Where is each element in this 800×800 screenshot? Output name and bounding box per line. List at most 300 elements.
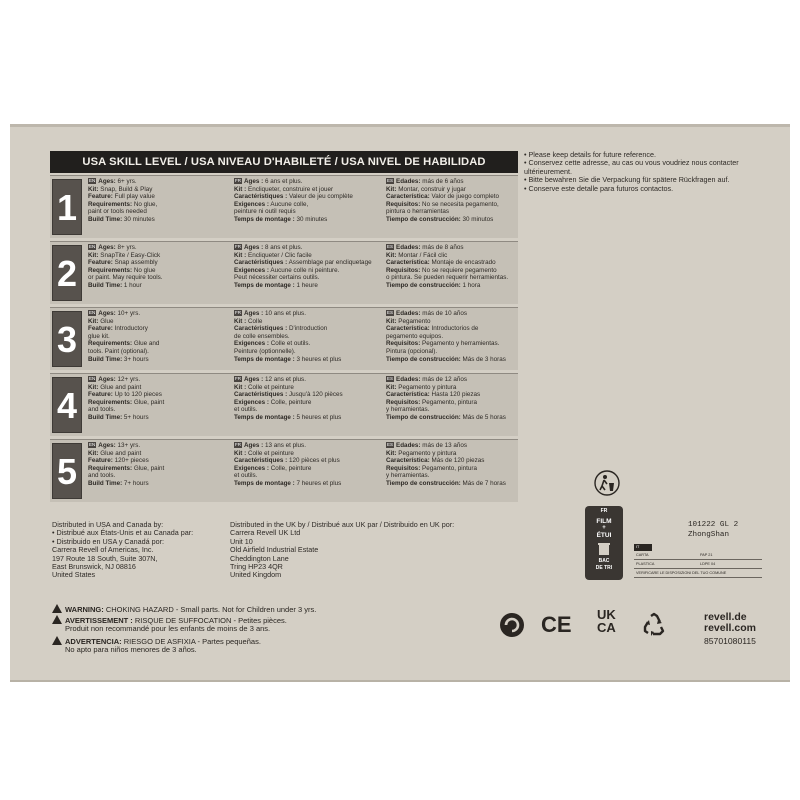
skill-label: Tiempo de construcción: (386, 479, 461, 487)
skill-line (88, 333, 228, 341)
skill-line (234, 282, 380, 290)
skill-text: 13 ans et plus. (263, 442, 306, 449)
skill-level-number: 3 (52, 311, 82, 367)
distribution-line: Unit 10 (230, 536, 253, 546)
skill-label: Build Time: (88, 355, 123, 363)
language-flag: EN (89, 442, 96, 448)
bin-icon (597, 542, 611, 556)
skill-label: Tiempo de construcción: (386, 355, 461, 363)
skill-label: Tiempo de construcción: (386, 215, 461, 223)
recycle-table-row (634, 560, 762, 569)
skill-line (88, 267, 228, 275)
skill-line (88, 274, 228, 282)
skill-label: Característica: (386, 391, 430, 399)
skill-text: Snap, Build & Play (98, 185, 153, 193)
skill-label: Kit: (386, 383, 397, 391)
skill-level-number: 5 (52, 443, 82, 499)
skill-line (88, 457, 228, 465)
skill-text: Montaje de encastrado (429, 259, 496, 267)
skill-line (88, 325, 228, 333)
side-notes (524, 151, 784, 193)
skill-text: Más de 120 piezas (429, 457, 485, 465)
skill-text: Peinture (optionnelle). (234, 347, 296, 355)
skill-text: Aucune colle, (269, 200, 309, 208)
skill-label: Caractéristiques : (234, 325, 288, 333)
skill-label: Kit: (386, 317, 397, 325)
recycle-table-cell: VERIFICARE LE DISPOSIZIONI DEL TUO COMUNE (636, 571, 727, 575)
skill-text: Encliqueter / Clic facile (246, 251, 312, 259)
skill-line (88, 310, 228, 318)
skill-label: Kit: (88, 383, 99, 391)
skill-line (88, 178, 228, 186)
skill-line (386, 348, 516, 356)
skill-label: Exigences : (234, 266, 269, 274)
skill-label: Caractéristiques : (234, 259, 288, 267)
skill-line (88, 201, 228, 209)
skill-text: 30 minutes (294, 215, 328, 223)
skill-line (88, 216, 228, 224)
skill-line (386, 318, 516, 326)
skill-label: Kit: (386, 185, 397, 193)
skill-column-fr (234, 244, 380, 290)
warning-title: ADVERTENCIA: (65, 637, 122, 646)
skill-text: D'introduction (287, 325, 328, 333)
skill-text: et outils. (234, 406, 258, 414)
skill-line (386, 480, 516, 488)
distribution-line: Carrera Revell of Americas, Inc. (52, 545, 154, 555)
skill-text: et outils. (234, 472, 258, 480)
skill-label: Característica: (386, 325, 430, 333)
skill-line (234, 186, 380, 194)
skill-line (234, 465, 380, 473)
skill-label: Caractéristiques : (234, 391, 288, 399)
distribution-line: • Distribué aux États-Unis et au Canada par: (52, 528, 194, 538)
skill-label: Ages: (98, 178, 116, 185)
skill-text: 30 minutes (122, 215, 155, 223)
skill-column-en (88, 310, 228, 363)
skill-text: Pegamento (396, 317, 431, 325)
skill-label: Temps de montage : (234, 281, 295, 289)
distribution-line: Cheddington Lane (230, 553, 289, 563)
skill-text: Pegamento y herramientas. (420, 340, 500, 348)
skill-label: Build Time: (88, 215, 123, 223)
skill-text: 7 heures et plus (294, 479, 342, 487)
skill-label: Tiempo de construcción: (386, 413, 461, 421)
skill-label: Requirements: (88, 464, 133, 472)
recycle-table-tag: IT (634, 544, 652, 551)
skill-label: Temps de montage : (234, 479, 295, 487)
ukca-top: UK (597, 607, 616, 622)
skill-column-en (88, 244, 228, 290)
skill-text: 3 heures et plus (294, 355, 342, 363)
skill-label: Âges : (244, 376, 264, 383)
skill-label: Âges : (244, 178, 264, 185)
skill-line (88, 259, 228, 267)
skill-text: 10+ yrs. (115, 310, 141, 317)
skill-line (88, 208, 228, 216)
skill-text: 12 ans et plus. (263, 376, 306, 383)
skill-text: Colle, peinture (269, 464, 312, 472)
skill-text: and tools. (88, 472, 116, 480)
skill-label: Ages: (98, 376, 116, 383)
skill-line (234, 384, 380, 392)
recycle-table (634, 544, 762, 578)
warning-title: WARNING: (65, 605, 104, 614)
skill-text: No se necesita pegamento, (420, 200, 499, 208)
recycle-table-cell (742, 569, 762, 577)
ukca-bottom: CA (597, 620, 616, 635)
recycle-table-cell: PAP 21 (700, 553, 713, 557)
warning-extra: No apto para niños menores de 3 años. (65, 645, 197, 655)
skill-line (234, 340, 380, 348)
language-flag: ES (387, 310, 394, 316)
skill-column-es (386, 310, 516, 363)
skill-line (386, 457, 516, 465)
skill-line (234, 376, 380, 384)
film-label-etui: ÉTUI (596, 532, 612, 539)
skill-text: 8 ans et plus. (263, 244, 303, 251)
warning-block (52, 636, 522, 655)
skill-text: Colle, peinture (269, 398, 312, 406)
recycle-table-cell: CARTA (636, 553, 649, 557)
skill-line (88, 465, 228, 473)
distribution-line: East Brunswick, NJ 08816 (52, 562, 136, 572)
side-note-line: • Please keep details for future reference. (524, 150, 656, 159)
skill-text: pintura o herramientas (386, 208, 450, 216)
skill-label: Ages: (98, 244, 116, 251)
skill-line (386, 442, 516, 450)
skill-text: 3+ hours (122, 355, 149, 363)
skill-line (234, 259, 380, 267)
recycle-table-row (634, 569, 762, 578)
skill-label: Âges : (244, 310, 264, 317)
skill-text: Jusqu'à 120 pièces (287, 391, 343, 399)
skill-label: Kit: (88, 185, 99, 193)
skill-text: Colle et peinture (246, 383, 294, 391)
skill-label: Exigences : (234, 398, 269, 406)
brand-de: revell.de (704, 611, 747, 623)
skill-label: Kit : (234, 449, 247, 457)
skill-label: Caractéristiques : (234, 457, 288, 465)
film-label-plus: + (602, 525, 606, 531)
skill-label: Feature: (88, 457, 113, 465)
skill-text: 1 hora (460, 281, 481, 289)
skill-column-fr (234, 178, 380, 224)
skill-line (234, 480, 380, 488)
skill-label: Caractéristiques : (234, 193, 288, 201)
warning-block (52, 604, 522, 614)
language-flag: ES (387, 244, 394, 250)
skill-line (88, 480, 228, 488)
skill-line (88, 193, 228, 201)
skill-line (234, 356, 380, 364)
skill-text: Glue, paint (132, 398, 165, 406)
batch-line: 101222 GL 2 (688, 521, 739, 529)
skill-text: 30 minutos (460, 215, 494, 223)
skill-text: 120 pièces et plus (287, 457, 340, 465)
skill-label: Kit : (234, 317, 247, 325)
skill-label: Ages: (98, 442, 116, 449)
skill-label: Requirements: (88, 200, 133, 208)
distribution-line: Carrera Revell UK Ltd (230, 528, 301, 538)
skill-text: de colle ensembles. (234, 332, 290, 340)
skill-line (386, 310, 516, 318)
skill-line (386, 356, 516, 364)
skill-line (386, 201, 516, 209)
skill-text: No glue, (132, 200, 158, 208)
distribution-uk (230, 521, 454, 580)
skill-text: Snap assembly (112, 259, 158, 267)
language-flag: FR (235, 310, 241, 316)
skill-label: Requirements: (88, 398, 133, 406)
skill-line (386, 193, 516, 201)
skill-line (88, 244, 228, 252)
skill-text: Glue (98, 317, 114, 325)
skill-line (88, 340, 228, 348)
skill-text: 6+ yrs. (115, 178, 137, 185)
skill-label: Requisitos: (386, 200, 421, 208)
skill-text: Assemblage par encliquetage (287, 259, 372, 267)
skill-text: Glue and paint (98, 383, 142, 391)
skill-line (386, 414, 516, 422)
skill-column-es (386, 376, 516, 422)
language-flag: EN (89, 244, 96, 250)
skill-column-fr (234, 376, 380, 422)
skill-text: Introductory (112, 325, 148, 333)
skill-line (234, 442, 380, 450)
skill-text: Valor de juego completo (429, 193, 499, 201)
skill-label: Edades: (396, 376, 421, 383)
skill-line (386, 406, 516, 414)
distribution-line: 197 Route 18 South, Suite 307N, (52, 553, 158, 563)
skill-level-row (50, 241, 518, 304)
skill-label: Kit : (234, 383, 247, 391)
skill-line (234, 267, 380, 275)
skill-label: Edades: (396, 442, 421, 449)
distribution-line: • Distribuido en USA y Canadá por: (52, 536, 164, 546)
skill-column-es (386, 178, 516, 224)
ce-mark: CE (541, 612, 572, 637)
skill-label: Exigences : (234, 340, 269, 348)
language-flag: ES (387, 376, 394, 382)
film-label-film: FILM (596, 518, 612, 525)
skill-text: paint or tools needed (88, 208, 147, 216)
skill-text: 12+ yrs. (115, 376, 141, 383)
skill-label: Tiempo de construcción: (386, 281, 461, 289)
skill-line (386, 399, 516, 407)
skill-label: Temps de montage : (234, 215, 295, 223)
side-note-line: ultérieurement. (524, 166, 572, 176)
batch-line: ZhongShan (688, 530, 730, 539)
language-flag: FR (235, 244, 241, 250)
skill-label: Build Time: (88, 413, 123, 421)
skill-text: Colle et outils. (269, 340, 311, 348)
skill-text: tools. Paint (optional). (88, 347, 149, 355)
skill-text: más de 12 años (420, 376, 468, 383)
skill-level-row (50, 373, 518, 436)
skill-text: 5 heures et plus (294, 413, 342, 421)
recycle-table-cell: LDPE 04 (700, 562, 716, 566)
skill-text: SnapTite / Easy-Click (98, 251, 161, 259)
skill-line (88, 391, 228, 399)
skill-line (234, 252, 380, 260)
skill-text: Aucune colle ni peinture. (269, 266, 340, 274)
skill-label: Edades: (396, 310, 421, 317)
film-label-bac: BAC (598, 558, 610, 564)
brand-com: revell.com (704, 622, 756, 634)
skill-line (234, 406, 380, 414)
skill-label: Âges : (244, 244, 264, 251)
skill-level-number: 2 (52, 245, 82, 301)
skill-label: Exigences : (234, 200, 269, 208)
skill-line (234, 391, 380, 399)
skill-text: Más de 5 horas (460, 413, 506, 421)
skill-label: Temps de montage : (234, 413, 295, 421)
skill-label: Temps de montage : (234, 355, 295, 363)
skill-line (234, 193, 380, 201)
skill-label: Requisitos: (386, 398, 421, 406)
warning-block (52, 615, 522, 634)
skill-line (88, 384, 228, 392)
skill-label: Edades: (396, 178, 421, 185)
skill-line (386, 208, 516, 216)
skill-text: Up to 120 pieces (112, 391, 162, 399)
skill-label: Requisitos: (386, 340, 421, 348)
skill-text: Pegamento y pintura (396, 383, 457, 391)
skill-text: Montar / Fácil clic (396, 251, 448, 259)
skill-line (234, 450, 380, 458)
skill-text: 8+ yrs. (115, 244, 137, 251)
skill-line (88, 252, 228, 260)
skill-label: Kit: (88, 251, 99, 259)
skill-text: Introductorios de (429, 325, 479, 333)
recycle-table-cell: PLASTICA (636, 562, 655, 566)
skill-label: Feature: (88, 391, 113, 399)
skill-text: No se requiere pegamento (420, 266, 497, 274)
language-flag: EN (89, 376, 96, 382)
skill-line (386, 325, 516, 333)
skill-text: más de 8 años (420, 244, 464, 251)
distribution-line: Old Airfield Industrial Estate (230, 545, 319, 555)
skill-line (386, 340, 516, 348)
language-flag: FR (235, 376, 241, 382)
skill-line (386, 465, 516, 473)
warning-triangle-icon (52, 615, 62, 624)
skill-line (386, 267, 516, 275)
skill-text: Colle (246, 317, 263, 325)
skill-line (88, 356, 228, 364)
distribution-line: Tring HP23 4QR (230, 562, 283, 572)
skill-column-en (88, 442, 228, 488)
distribution-line: United States (52, 570, 96, 580)
warning-line (52, 604, 522, 614)
skill-label: Âges : (244, 442, 264, 449)
skill-line (234, 318, 380, 326)
skill-line (234, 472, 380, 480)
skill-label: Característica: (386, 259, 430, 267)
film-label-detri: DE TRI (595, 565, 613, 571)
language-flag: EN (89, 310, 96, 316)
recycle-table-row (634, 551, 762, 560)
skill-label: Kit: (88, 449, 99, 457)
skill-line (386, 244, 516, 252)
skill-column-es (386, 442, 516, 488)
skill-text: Pegamento, pintura (420, 398, 478, 406)
skill-level-number: 4 (52, 377, 82, 433)
skill-line (386, 376, 516, 384)
skill-line (88, 399, 228, 407)
skill-label: Kit : (234, 251, 247, 259)
skill-text: pegamento equipos. (386, 332, 444, 340)
skill-text: 7+ hours (122, 479, 149, 487)
distribution-line: United Kingdom (230, 570, 282, 580)
skill-text: y herramientas. (386, 472, 430, 480)
skill-line (234, 325, 380, 333)
skill-text: Colle et peinture (246, 449, 294, 457)
skill-text: 5+ hours (122, 413, 149, 421)
skill-line (386, 178, 516, 186)
warning-text: RISQUE DE SUFFOCATION - Petites pièces. (132, 616, 287, 625)
skill-line (234, 399, 380, 407)
skill-text: más de 6 años (420, 178, 464, 185)
skill-column-en (88, 178, 228, 224)
skill-text: Pegamento y pintura (396, 449, 457, 457)
skill-label: Kit: (386, 449, 397, 457)
skill-text: 6 ans et plus. (263, 178, 303, 185)
skill-text: Glue, paint (132, 464, 165, 472)
warning-text: RIESGO DE ASFIXIA - Partes pequeñas. (121, 637, 261, 646)
skill-line (234, 208, 380, 216)
skill-text: Montar, construir y jugar (396, 185, 466, 193)
warning-text: CHOKING HAZARD - Small parts. Not for Children under 3 yrs. (103, 605, 317, 614)
skill-text: más de 13 años (420, 442, 468, 449)
skill-label: Requisitos: (386, 266, 421, 274)
side-note-line: • Conserve este detalle para futuros contactos. (524, 183, 674, 193)
skill-label: Feature: (88, 193, 113, 201)
distribution-line: Distributed in the UK by / Distribué aux UK par / Distribuido en UK por: (230, 520, 455, 529)
skill-label: Build Time: (88, 281, 123, 289)
skill-line (88, 442, 228, 450)
skill-text: o pintura. Se pueden requerir herramientas. (386, 274, 509, 282)
skill-label: Requisitos: (386, 464, 421, 472)
triman-film-label (585, 506, 623, 580)
skill-line (88, 414, 228, 422)
skill-line (88, 376, 228, 384)
skill-text: 1 hour (122, 281, 142, 289)
language-flag: ES (387, 442, 394, 448)
skill-text: Valeur de jeu complète (287, 193, 353, 201)
product-code: 85701080115 (704, 636, 756, 646)
skill-line (88, 450, 228, 458)
skill-column-en (88, 376, 228, 422)
skill-text: Full play value (112, 193, 155, 201)
skill-line (386, 274, 516, 282)
warning-triangle-icon (52, 604, 62, 613)
skill-line (386, 252, 516, 260)
skill-label: Requirements: (88, 340, 133, 348)
skill-line (88, 318, 228, 326)
warning-extra: Produit non recommandé pour les enfants de moins de 3 ans. (65, 624, 271, 634)
skill-label: Feature: (88, 259, 113, 267)
language-flag: ES (387, 178, 394, 184)
recycle-icon (640, 611, 668, 639)
skill-text: Glue and paint (98, 449, 142, 457)
side-note-line: • Conservez cette adresse, au cas ou vous voudriez nous contacter (524, 158, 739, 168)
skill-text: Pintura (opcional). (386, 347, 438, 355)
distribution-line: Distributed in USA and Canada by: (52, 520, 164, 529)
skill-text: peinture ni outil requis (234, 208, 296, 216)
skill-text: No glue (132, 266, 156, 274)
